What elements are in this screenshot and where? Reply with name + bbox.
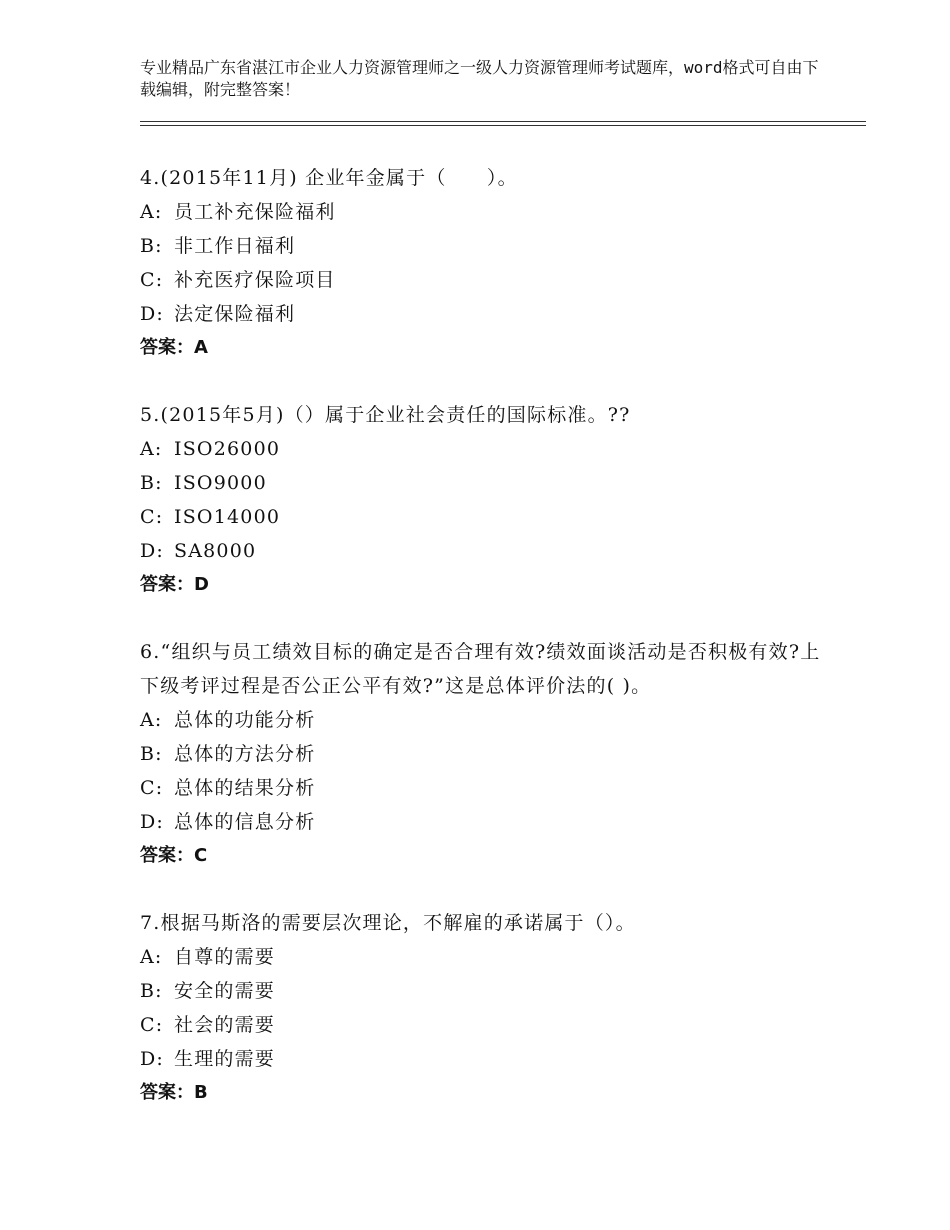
option-text: 安全的需要 — [174, 980, 276, 1002]
option-d — [140, 297, 840, 331]
option-c — [140, 500, 840, 534]
question-item — [140, 906, 840, 1110]
option-b — [140, 737, 840, 771]
option-c — [140, 263, 840, 297]
option-key: D: — [140, 811, 165, 833]
question-stem: 4.(2015年11月) 企业年金属于（ ）。 — [140, 167, 518, 189]
option-key: A: — [140, 946, 163, 968]
question-stem: 5.(2015年5月)（）属于企业社会责任的国际标准。?? — [140, 404, 631, 426]
answer-label: 答案：D — [140, 574, 209, 595]
option-key: B: — [140, 235, 163, 257]
option-text: 总体的信息分析 — [174, 811, 316, 833]
option-b — [140, 974, 840, 1008]
option-text: ISO14000 — [174, 506, 281, 528]
option-c — [140, 1008, 840, 1042]
option-text: 总体的结果分析 — [174, 777, 316, 799]
option-b — [140, 229, 840, 263]
option-text: 社会的需要 — [174, 1014, 276, 1036]
answer-label: 答案：C — [140, 845, 208, 866]
option-key: D: — [140, 540, 165, 562]
option-d — [140, 805, 840, 839]
option-text: 非工作日福利 — [174, 235, 296, 257]
question-item — [140, 398, 840, 602]
answer-label: 答案：A — [140, 337, 208, 358]
option-d — [140, 1042, 840, 1076]
option-key: A: — [140, 438, 163, 460]
option-text: 法定保险福利 — [174, 303, 296, 325]
option-key: B: — [140, 980, 163, 1002]
option-text: 补充医疗保险项目 — [174, 269, 336, 291]
option-key: B: — [140, 472, 163, 494]
option-a — [140, 195, 840, 229]
option-a — [140, 703, 840, 737]
header-divider-bottom — [140, 125, 866, 126]
question-list — [140, 161, 840, 1143]
option-key: D: — [140, 1048, 165, 1070]
question-stem: 6.“组织与员工绩效目标的确定是否合理有效?绩效面谈活动是否积极有效?上下级考评过程是否公正公平有效?”这是总体评价法的( )。 — [140, 641, 821, 697]
option-key: D: — [140, 303, 165, 325]
option-key: C: — [140, 777, 164, 799]
option-a — [140, 432, 840, 466]
option-a — [140, 940, 840, 974]
question-item — [140, 161, 840, 365]
option-key: A: — [140, 201, 163, 223]
option-text: SA8000 — [174, 540, 257, 562]
option-key: B: — [140, 743, 163, 765]
option-c — [140, 771, 840, 805]
header-divider-top — [140, 121, 866, 122]
option-text: ISO26000 — [174, 438, 281, 460]
option-key: C: — [140, 1014, 164, 1036]
option-text: 生理的需要 — [174, 1048, 276, 1070]
option-text: 总体的功能分析 — [174, 709, 316, 731]
answer-label: 答案：B — [140, 1082, 208, 1103]
option-text: ISO9000 — [174, 472, 267, 494]
question-item — [140, 635, 840, 873]
option-d — [140, 534, 840, 568]
option-text: 员工补充保险福利 — [174, 201, 336, 223]
option-key: C: — [140, 506, 164, 528]
option-text: 总体的方法分析 — [174, 743, 316, 765]
option-key: C: — [140, 269, 164, 291]
option-key: A: — [140, 709, 163, 731]
question-stem: 7.根据马斯洛的需要层次理论，不解雇的承诺属于（）。 — [140, 912, 636, 934]
option-text: 自尊的需要 — [174, 946, 276, 968]
option-b — [140, 466, 840, 500]
document-header: 专业精品广东省湛江市企业人力资源管理师之一级人力资源管理师考试题库，word格式可自由下载编辑，附完整答案！ — [140, 58, 819, 99]
